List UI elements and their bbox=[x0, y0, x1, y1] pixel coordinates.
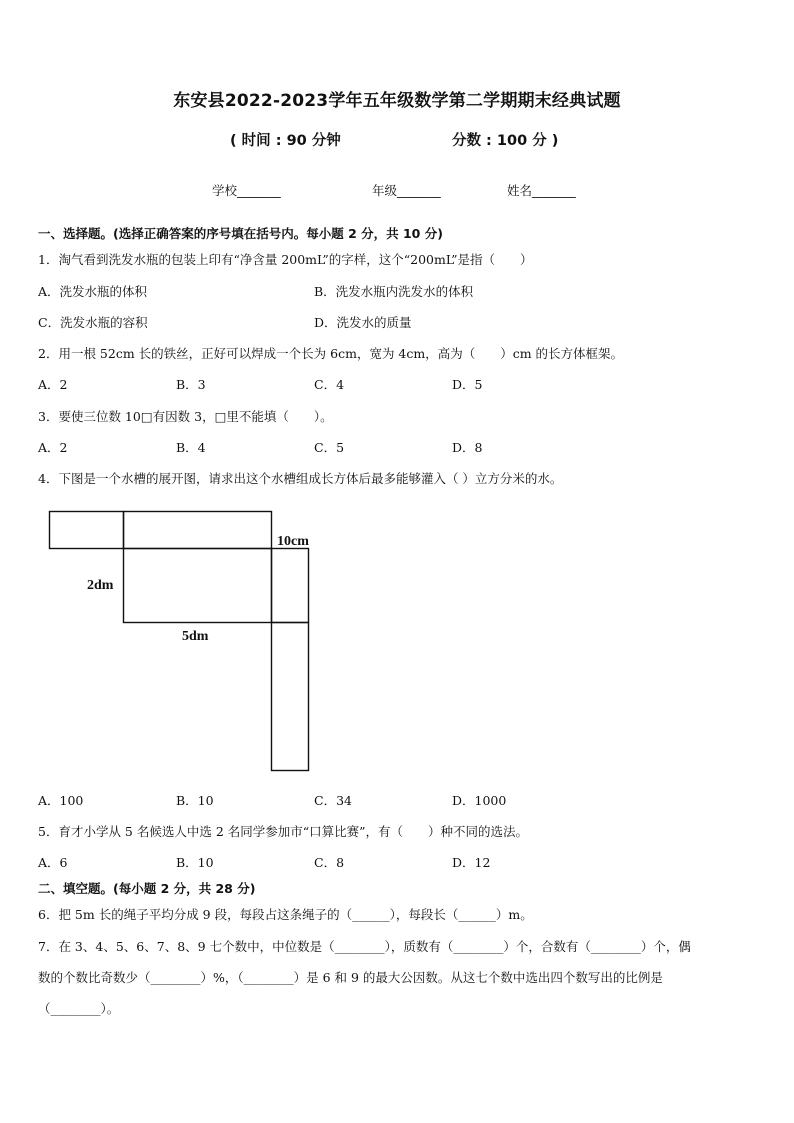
q2-option-c: C．4 bbox=[314, 377, 345, 392]
exam-time: ( 时间 : 90 分钟 bbox=[230, 133, 341, 149]
net-top-left-face bbox=[50, 512, 124, 549]
net-top-face bbox=[124, 512, 272, 549]
q3-option-d: D．8 bbox=[452, 440, 483, 455]
question-6: 6．把 5m 长的绳子平均分成 9 段，每段占这条绳子的（______），每段长（______）m。 bbox=[38, 907, 533, 922]
q4-option-d: D．1000 bbox=[452, 793, 507, 808]
net-lower-face bbox=[272, 623, 309, 771]
exam-score: 分数 : 100 分 ) bbox=[452, 133, 559, 149]
q2-option-b: B．3 bbox=[176, 377, 206, 392]
section1-heading: 一、选择题。(选择正确答案的序号填在括号内。每小题 2 分，共 10 分) bbox=[38, 226, 443, 241]
question-1: 1．淘气看到洗发水瓶的包装上印有“净含量 200mL”的字样，这个“200mL”是指（ ） bbox=[38, 252, 533, 267]
net-right-face bbox=[272, 549, 309, 623]
question-4: 4．下图是一个水槽的展开图，请求出这个水槽组成长方体后最多能够灌入（ ）立方分米的水。 bbox=[38, 471, 563, 486]
q4-option-a: A．100 bbox=[38, 793, 84, 808]
label-5dm: 5dm bbox=[182, 629, 209, 644]
name-field: 姓名_______ bbox=[507, 183, 576, 198]
grade-field: 年级_______ bbox=[372, 183, 441, 198]
question-7-line-2: 数的个数比奇数少（________）%，（________）是 6 和 9 的最大公因数。从这七个数中选出四个数写出的比例是 bbox=[38, 970, 663, 985]
q1-option-a: A．洗发水瓶的体积 bbox=[38, 284, 148, 299]
net-bottom-face bbox=[124, 549, 272, 623]
question-7-line-1: 7．在 3、4、5、6、7、8、9 七个数中，中位数是（________），质数有（________）个，合数有（________）个，偶 bbox=[38, 939, 691, 954]
q1-option-d: D．洗发水的质量 bbox=[314, 315, 412, 330]
q4-option-c: C．34 bbox=[314, 793, 352, 808]
question-2: 2．用一根 52cm 长的铁丝，正好可以焊成一个长为 6cm，宽为 4cm，高为（ ）cm 的长方体框架。 bbox=[38, 346, 624, 361]
q3-option-a: A．2 bbox=[38, 440, 68, 455]
q4-option-b: B．10 bbox=[176, 793, 214, 808]
question-5: 5．育才小学从 5 名候选人中选 2 名同学参加市“口算比赛”，有（ ）种不同的选法。 bbox=[38, 824, 529, 839]
label-2dm: 2dm bbox=[87, 578, 114, 593]
q2-option-d: D．5 bbox=[452, 377, 483, 392]
q1-option-c: C．洗发水瓶的容积 bbox=[38, 315, 148, 330]
q5-option-a: A．6 bbox=[38, 855, 68, 870]
q5-option-c: C．8 bbox=[314, 855, 345, 870]
section2-heading: 二、填空题。(每小题 2 分，共 28 分) bbox=[38, 881, 256, 896]
q2-option-a: A．2 bbox=[38, 377, 68, 392]
question-7-line-3: （________）。 bbox=[38, 1001, 120, 1016]
page-title: 东安县2022-2023学年五年级数学第二学期期末经典试题 bbox=[173, 91, 621, 111]
school-field: 学校_______ bbox=[212, 183, 281, 198]
label-10cm: 10cm bbox=[277, 534, 309, 549]
question-3: 3．要使三位数 10□有因数 3，□里不能填（ ）。 bbox=[38, 409, 333, 424]
q3-option-c: C．5 bbox=[314, 440, 345, 455]
q3-option-b: B．4 bbox=[176, 440, 206, 455]
q5-option-d: D．12 bbox=[452, 855, 491, 870]
q5-option-b: B．10 bbox=[176, 855, 214, 870]
q1-option-b: B．洗发水瓶内洗发水的体积 bbox=[314, 284, 474, 299]
